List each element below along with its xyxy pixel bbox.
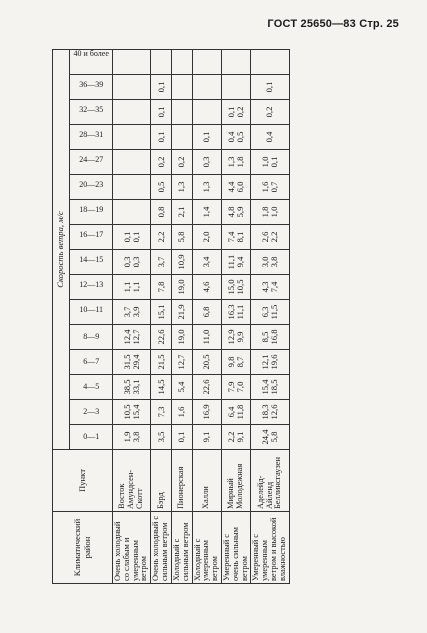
value-line: 12,6: [269, 404, 279, 420]
value-cell: [151, 300, 172, 325]
value-cell: [192, 425, 221, 450]
value-line: 11,5: [269, 304, 279, 320]
speed-range-header: [70, 300, 113, 325]
value-cell: [171, 150, 192, 175]
station-cell: Бэрд: [151, 450, 172, 512]
value-line: 11,8: [235, 404, 246, 420]
speed-range-header: [70, 75, 113, 100]
zone-cell: Умеренный с очень сильным ветром: [221, 512, 250, 584]
page-header: ГОСТ 25650—83 Стр. 25: [267, 18, 399, 30]
value-cell: [151, 175, 172, 200]
value-cell: [192, 225, 221, 250]
value-cell: [221, 175, 250, 200]
value-cell: [113, 400, 151, 425]
speed-range-label: 10—11: [79, 304, 104, 314]
value-line: 22,6: [201, 379, 212, 395]
value-cell: [221, 300, 250, 325]
value-line: 3,8: [269, 256, 279, 268]
value-line: 1,6: [259, 181, 270, 193]
station-cell: Аделейд-Айленд Беллинсгаузен: [251, 450, 289, 512]
value-line: 1,8: [235, 156, 246, 168]
value-cell: [171, 100, 192, 125]
value-line: 7,9: [226, 381, 237, 393]
value-line: 3,8: [130, 431, 141, 443]
value-cell: [192, 400, 221, 425]
value-cell: [171, 325, 192, 350]
table-row: [113, 49, 151, 583]
value-line: 11,0: [201, 329, 212, 345]
speed-range-label: 0—1: [83, 431, 100, 441]
value-line: 0,8: [155, 206, 166, 218]
value-line: 12,4: [121, 329, 132, 345]
speed-range-header: [70, 375, 113, 400]
speed-range-label: 14—15: [79, 254, 104, 264]
value-line: 8,7: [235, 356, 246, 368]
value-line: 2,1: [176, 206, 187, 218]
value-line: 5,4: [176, 381, 187, 393]
value-cell: [192, 200, 221, 225]
value-cell: [192, 300, 221, 325]
value-cell: [221, 150, 250, 175]
speed-range-label: 6—7: [83, 356, 100, 366]
value-cell: [151, 375, 172, 400]
value-line: 6,0: [235, 181, 246, 193]
value-line: 3,0: [259, 256, 270, 268]
rotated-table-container: [52, 0, 427, 584]
value-cell: [113, 300, 151, 325]
speed-range-label: 32—35: [79, 104, 104, 114]
value-cell: [151, 325, 172, 350]
value-cell: [113, 250, 151, 275]
value-line: 24,4: [259, 429, 270, 445]
speed-range-label: 20—23: [79, 179, 104, 189]
value-cell: [251, 325, 289, 350]
column-header-zone: Климатический район: [53, 512, 113, 584]
speed-range-label: 36—39: [79, 79, 104, 89]
value-line: 29,4: [130, 354, 141, 370]
value-line: 38,5: [121, 379, 132, 395]
value-line: 19,6: [269, 354, 279, 370]
value-line: 9,1: [201, 431, 212, 443]
value-line: 4,6: [201, 281, 212, 293]
speed-range-header: [70, 350, 113, 375]
zone-cell: Очень холодный со слабым и умеренным ветром: [113, 512, 151, 584]
value-cell: [113, 100, 151, 125]
speed-range-label: 28—31: [79, 129, 104, 139]
zone-cell: Умеренный с умеренным ветром и высокой влажностью: [251, 512, 289, 584]
value-line: 1,1: [121, 281, 132, 293]
value-line: 0,1: [226, 106, 237, 118]
value-cell: [221, 100, 250, 125]
value-line: 15,0: [226, 279, 237, 295]
speed-range-label: 12—13: [79, 279, 104, 289]
value-cell: [221, 350, 250, 375]
value-line: 4,8: [226, 206, 237, 218]
value-line: 2,6: [259, 231, 270, 243]
value-cell: [192, 75, 221, 100]
table-row: [171, 49, 192, 583]
speed-range-label: 4—5: [83, 381, 100, 391]
value-cell: [171, 175, 192, 200]
value-line: 0,3: [130, 256, 141, 268]
table-row: [151, 49, 172, 583]
value-line: 16,3: [226, 304, 237, 320]
table-row: [192, 49, 221, 583]
value-line: 12,7: [176, 354, 187, 370]
speed-range-label: 24—27: [79, 154, 104, 164]
value-cell: [151, 350, 172, 375]
value-line: 20,5: [201, 354, 212, 370]
value-line: 3,7: [121, 306, 132, 318]
value-line: 19,0: [176, 329, 187, 345]
value-cell: [221, 75, 250, 100]
value-line: 11,1: [226, 254, 237, 270]
value-cell: [192, 250, 221, 275]
value-cell: [151, 250, 172, 275]
value-cell: [113, 125, 151, 150]
value-cell: [192, 175, 221, 200]
speed-range-header: [70, 275, 113, 300]
value-cell: [192, 350, 221, 375]
value-line: 9,8: [226, 356, 237, 368]
value-line: 14,5: [155, 379, 166, 395]
value-cell: [251, 49, 289, 74]
value-cell: [221, 325, 250, 350]
value-cell: [171, 225, 192, 250]
value-line: 16,8: [269, 329, 279, 345]
value-line: 18,5: [269, 379, 279, 395]
station-cell: Мирный Молодежная: [221, 450, 250, 512]
value-cell: [192, 375, 221, 400]
value-cell: [113, 275, 151, 300]
value-line: 1,8: [259, 206, 270, 218]
value-cell: [113, 350, 151, 375]
zone-cell: Холодный с сильным ветром: [171, 512, 192, 584]
value-cell: [171, 125, 192, 150]
value-line: 16,9: [201, 404, 212, 420]
column-header-punkt: Пункт: [53, 450, 113, 512]
value-cell: [151, 225, 172, 250]
speed-range-label: 8—9: [83, 331, 100, 341]
value-line: 15,4: [259, 379, 270, 395]
value-cell: [171, 250, 192, 275]
value-line: 0,1: [130, 231, 141, 243]
value-line: 0,3: [121, 256, 132, 268]
value-cell: [251, 275, 289, 300]
value-cell: [113, 175, 151, 200]
value-line: 0,1: [121, 231, 132, 243]
value-cell: [113, 150, 151, 175]
value-line: 21,9: [176, 304, 187, 320]
speed-range-label: 40 и более: [73, 49, 110, 59]
value-line: 0,1: [155, 81, 166, 93]
value-cell: [171, 275, 192, 300]
speed-range-header: [70, 100, 113, 125]
value-cell: [113, 375, 151, 400]
value-cell: [151, 400, 172, 425]
value-line: 0,1: [155, 106, 166, 118]
value-line: 3,5: [155, 431, 166, 443]
value-line: 22,6: [155, 329, 166, 345]
value-cell: [171, 49, 192, 74]
value-cell: [251, 175, 289, 200]
value-line: 0,3: [201, 156, 212, 168]
value-cell: [221, 425, 250, 450]
value-cell: [221, 49, 250, 74]
value-cell: [171, 425, 192, 450]
value-cell: [192, 150, 221, 175]
value-cell: [171, 75, 192, 100]
value-line: 2,2: [155, 231, 166, 243]
value-line: 6,4: [226, 406, 237, 418]
value-cell: [171, 400, 192, 425]
value-line: 9,9: [235, 331, 246, 343]
value-cell: [221, 225, 250, 250]
value-line: 1,0: [269, 206, 279, 218]
value-line: 7,8: [155, 281, 166, 293]
value-line: 18,3: [259, 404, 270, 420]
value-cell: [151, 150, 172, 175]
station-cell: Восток Амундсен-Скотт: [113, 450, 151, 512]
value-cell: [251, 150, 289, 175]
value-line: 5,9: [235, 206, 246, 218]
value-line: 21,5: [155, 354, 166, 370]
value-line: 0,2: [264, 106, 275, 118]
value-line: 9,4: [235, 256, 246, 268]
value-cell: [251, 125, 289, 150]
column-header-speed: Скорость ветра, м/с: [53, 49, 70, 449]
value-line: 5,8: [176, 231, 187, 243]
value-line: 12,1: [259, 354, 270, 370]
value-line: 5,8: [269, 431, 279, 443]
value-cell: [113, 49, 151, 74]
value-line: 6,3: [259, 306, 270, 318]
value-line: 2,0: [201, 231, 212, 243]
value-line: 12,7: [130, 329, 141, 345]
value-line: 0,4: [264, 131, 275, 143]
value-cell: [151, 425, 172, 450]
value-cell: [171, 350, 192, 375]
value-line: 2,2: [269, 231, 279, 243]
table-row: [251, 49, 289, 583]
value-cell: [251, 425, 289, 450]
value-line: 1,9: [121, 431, 132, 443]
value-cell: [251, 200, 289, 225]
value-line: 4,4: [226, 181, 237, 193]
value-line: 19,0: [176, 279, 187, 295]
speed-range-header: [70, 425, 113, 450]
value-line: 15,4: [130, 404, 141, 420]
value-cell: [251, 300, 289, 325]
value-line: 33,1: [130, 379, 141, 395]
value-cell: [251, 400, 289, 425]
value-line: 31,5: [121, 354, 132, 370]
speed-range-header: [70, 250, 113, 275]
value-line: 1,0: [259, 156, 270, 168]
value-line: 8,5: [259, 331, 270, 343]
value-line: 0,1: [155, 131, 166, 143]
zone-cell: Холодный с умеренным ветром: [192, 512, 221, 584]
value-cell: [113, 325, 151, 350]
value-line: 0,7: [269, 181, 279, 193]
speed-range-header: [70, 225, 113, 250]
value-cell: [151, 200, 172, 225]
value-line: 7,4: [269, 281, 279, 293]
value-line: 1,3: [176, 181, 187, 193]
value-cell: [221, 125, 250, 150]
value-cell: [151, 49, 172, 74]
value-cell: [113, 425, 151, 450]
value-cell: [251, 75, 289, 100]
speed-range-label: 18—19: [79, 204, 104, 214]
value-cell: [151, 100, 172, 125]
speed-range-header: [70, 325, 113, 350]
value-cell: [113, 200, 151, 225]
speed-range-label: 2—3: [83, 406, 100, 416]
value-cell: [221, 200, 250, 225]
value-line: 1,1: [130, 281, 141, 293]
value-cell: [221, 400, 250, 425]
value-line: 10,5: [235, 279, 246, 295]
value-line: 11,1: [235, 304, 246, 320]
value-cell: [251, 350, 289, 375]
value-line: 0,2: [176, 156, 187, 168]
station-cell: Пионерская: [171, 450, 192, 512]
value-line: 0,2: [155, 156, 166, 168]
value-line: 1,3: [226, 156, 237, 168]
value-line: 4,3: [259, 281, 270, 293]
table-row: [221, 49, 250, 583]
value-cell: [192, 100, 221, 125]
value-line: 0,1: [201, 131, 212, 143]
speed-range-header: [70, 200, 113, 225]
value-line: 6,8: [201, 306, 212, 318]
value-cell: [171, 200, 192, 225]
value-line: 10,9: [176, 254, 187, 270]
value-cell: [192, 125, 221, 150]
value-line: 9,1: [235, 431, 246, 443]
value-cell: [151, 275, 172, 300]
value-line: 15,1: [155, 304, 166, 320]
speed-range-label: 16—17: [79, 229, 104, 239]
value-line: 7,0: [235, 381, 246, 393]
value-line: 2,2: [226, 431, 237, 443]
value-line: 1,4: [201, 206, 212, 218]
value-line: 12,9: [226, 329, 237, 345]
value-cell: [251, 225, 289, 250]
speed-range-header: [70, 49, 113, 74]
speed-range-header: [70, 400, 113, 425]
value-line: 0,1: [176, 431, 187, 443]
value-cell: [151, 75, 172, 100]
speed-range-header: [70, 125, 113, 150]
value-cell: [171, 375, 192, 400]
value-cell: [192, 275, 221, 300]
table-body: [113, 49, 290, 583]
value-line: 0,2: [235, 106, 246, 118]
value-line: 0,5: [155, 181, 166, 193]
value-cell: [251, 100, 289, 125]
value-cell: [251, 250, 289, 275]
value-cell: [113, 225, 151, 250]
value-cell: [251, 375, 289, 400]
value-line: 3,4: [201, 256, 212, 268]
zone-cell: Очень холодный с сильным ветром: [151, 512, 172, 584]
value-cell: [171, 300, 192, 325]
wind-speed-table: [52, 49, 290, 584]
value-line: 3,7: [155, 256, 166, 268]
value-cell: [151, 125, 172, 150]
value-line: 1,3: [201, 181, 212, 193]
value-line: 0,5: [235, 131, 246, 143]
value-cell: [113, 75, 151, 100]
value-line: 10,5: [121, 404, 132, 420]
station-cell: Халли: [192, 450, 221, 512]
value-cell: [221, 375, 250, 400]
value-line: 7,3: [155, 406, 166, 418]
value-line: 0,4: [226, 131, 237, 143]
value-line: 3,9: [130, 306, 141, 318]
value-cell: [192, 325, 221, 350]
speed-range-header: [70, 175, 113, 200]
value-line: 0,1: [264, 81, 275, 93]
speed-range-header: [70, 150, 113, 175]
value-cell: [192, 49, 221, 74]
value-cell: [221, 275, 250, 300]
value-line: 7,4: [226, 231, 237, 243]
value-line: 8,1: [235, 231, 246, 243]
value-cell: [221, 250, 250, 275]
value-line: 1,6: [176, 406, 187, 418]
value-line: 0,1: [269, 156, 279, 168]
